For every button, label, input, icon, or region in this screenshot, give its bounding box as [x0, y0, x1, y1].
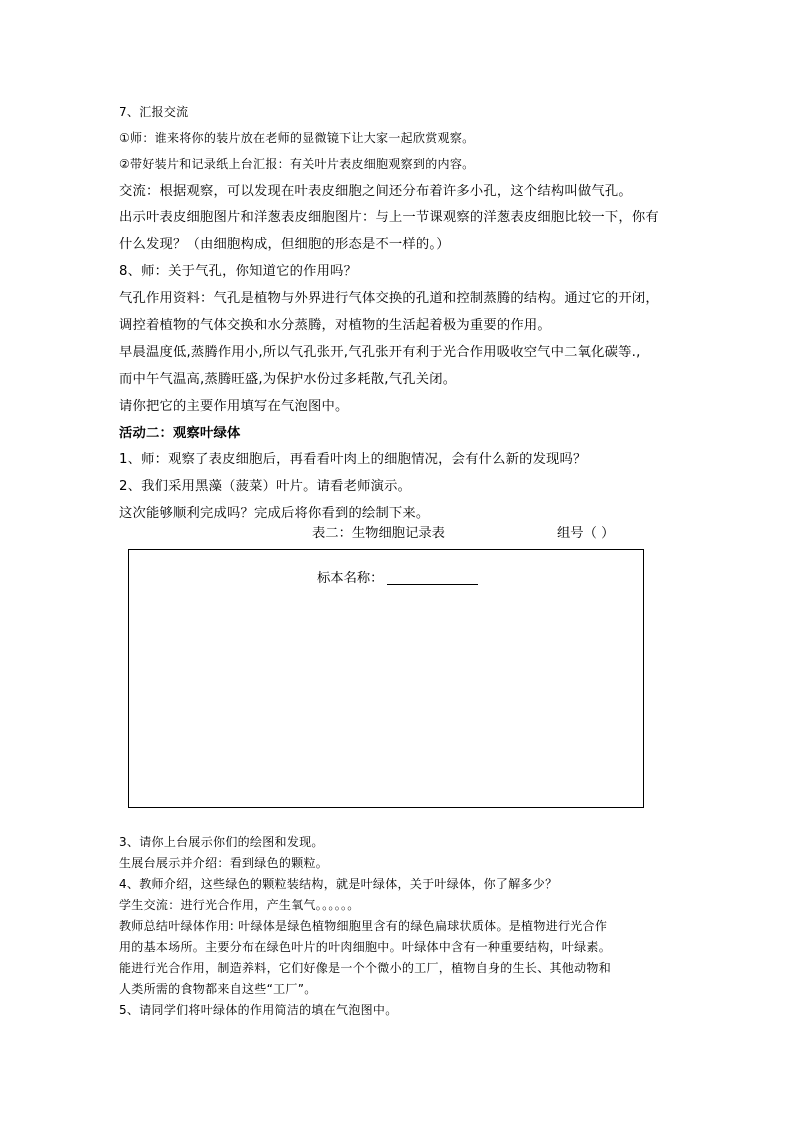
- student-exchange: 学生交流：进行光合作用，产生氧气。。。。。。: [119, 898, 360, 912]
- group-number-label: 组号（ ）: [557, 526, 615, 541]
- activity-2-title: 活动二：观察叶绿体: [119, 426, 241, 441]
- teacher-summary-line-4: 人类所需的食物都来自这些“工厂”。: [119, 982, 317, 996]
- exchange-paragraph: 交流：根据观察，可以发现在叶表皮细胞之间还分布着许多小孔，这个结构叫做气孔。: [119, 184, 632, 199]
- fill-bubble-prompt: 请你把它的主要作用填写在气泡图中。: [119, 399, 349, 414]
- specimen-name-blank[interactable]: [387, 584, 478, 585]
- compare-paragraph-line-1: 出示叶表皮细胞图片和洋葱表皮细胞图片：与上一节课观察的洋葱表皮细胞比较一下，你有: [119, 210, 659, 225]
- record-table-caption: 表二：生物细胞记录表: [312, 526, 445, 541]
- stomata-material-line-1: 气孔作用资料：气孔是植物与外界进行气体交换的孔道和控制蒸腾的结构。通过它的开闭，: [119, 291, 659, 306]
- teacher-summary-line-3: 能进行光合作用，制造养料，它们好像是一个个微小的工厂，植物自身的生长、其他动物和: [119, 961, 612, 975]
- section-8-title: 8、师：关于气孔，你知道它的作用吗？: [119, 264, 358, 279]
- section-7-step-2: ②带好装片和记录纸上台汇报：有关叶片表皮细胞观察到的内容。: [119, 157, 475, 171]
- morning-paragraph-line-2: 而中午气温高,蒸腾旺盛,为保护水份过多耗散,气孔关闭。: [119, 372, 457, 387]
- after-step-5: 5、请同学们将叶绿体的作用简洁的填在气泡图中。: [119, 1003, 398, 1017]
- section-7-step-1: ①师：谁来将你的装片放在老师的显微镜下让大家一起欣赏观察。: [119, 131, 475, 145]
- specimen-name-label: 标本名称：: [317, 571, 384, 586]
- section-7-title: 7、汇报交流: [119, 105, 189, 119]
- drawing-record-box[interactable]: [128, 549, 644, 808]
- compare-paragraph-line-2: 什么发现？（由细胞构成，但细胞的形态是不一样的。）: [119, 237, 450, 252]
- teacher-summary-line-1: 教师总结叶绿体作用: 叶绿体是绿色植物细胞里含有的绿色扁球状质体。是植物进行光合作: [119, 919, 608, 933]
- activity-2-step-2: 2、我们采用黑藻（菠菜）叶片。请看老师演示。: [119, 479, 412, 494]
- activity-2-step-3: 这次能够顺利完成吗？完成后将你看到的绘制下来。: [119, 506, 430, 521]
- teacher-summary-line-2: 用的基本场所。主要分布在绿色叶片的叶肉细胞中。叶绿体中含有一种重要结构，叶绿素。: [119, 940, 612, 954]
- display-introduction: 生展台展示并介绍：看到绿色的颗粒。: [119, 856, 329, 870]
- after-step-3: 3、请你上台展示你们的绘图和发现。: [119, 835, 324, 849]
- activity-2-step-1: 1、师：观察了表皮细胞后，再看看叶肉上的细胞情况，会有什么新的发现吗？: [119, 452, 587, 467]
- stomata-material-line-2: 调控着植物的气体交换和水分蒸腾，对植物的生活起着极为重要的作用。: [119, 318, 551, 333]
- morning-paragraph-line-1: 早晨温度低,蒸腾作用小,所以气孔张开,气孔张开有利于光合作用吸收空气中二氧化碳等.,: [119, 345, 641, 360]
- after-step-4: 4、教师介绍，这些绿色的颗粒装结构，就是叶绿体，关于叶绿体，你了解多少？: [119, 877, 558, 891]
